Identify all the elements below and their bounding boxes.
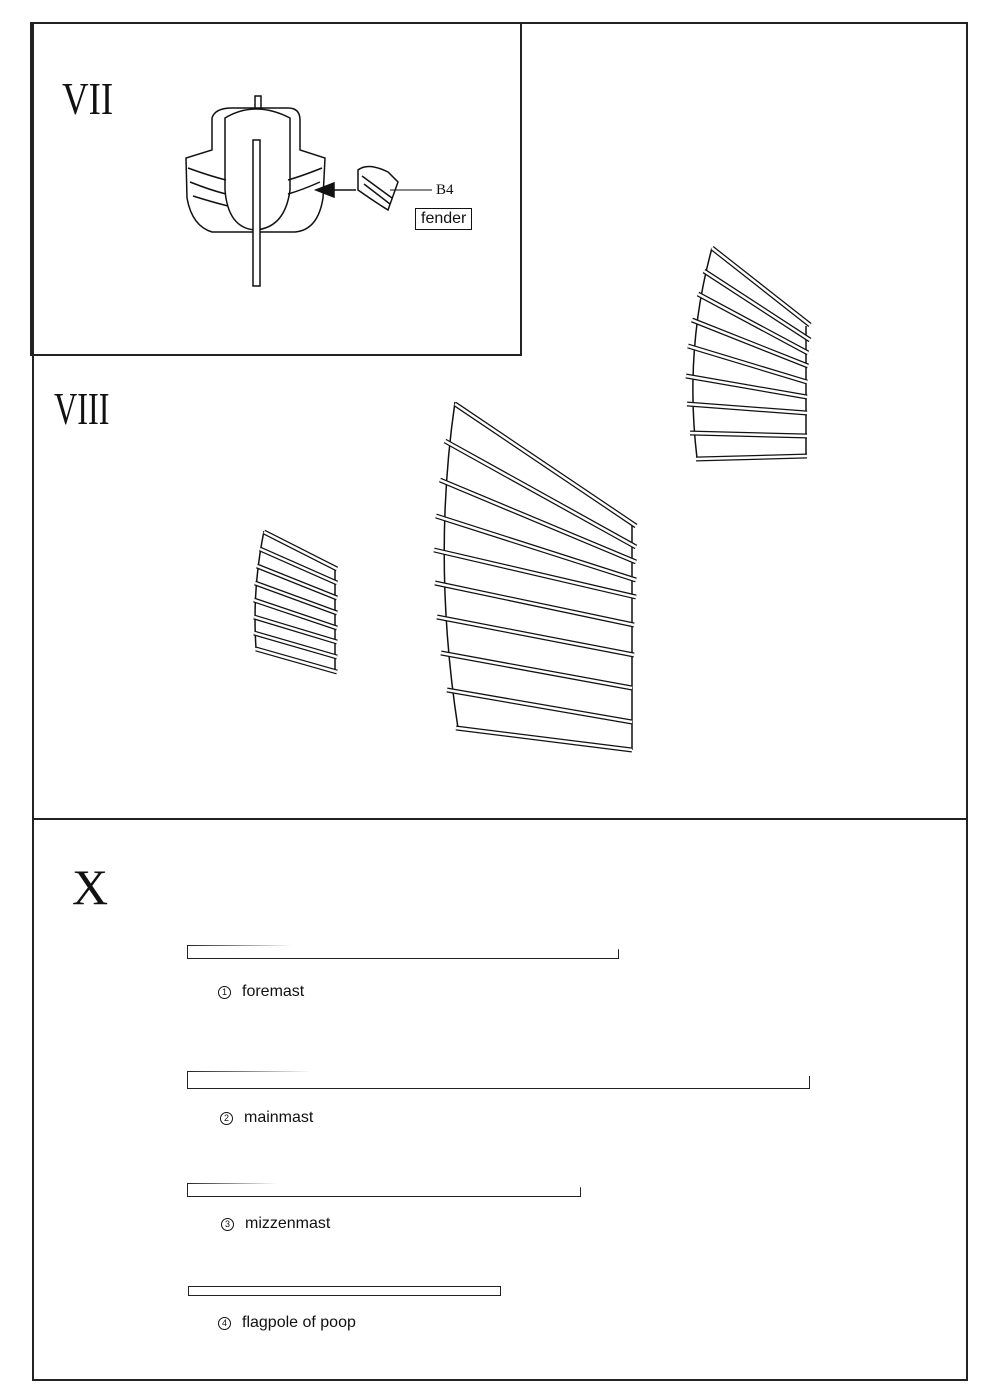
mast-number-badge: 4 bbox=[218, 1317, 231, 1330]
foremast-label bbox=[218, 983, 304, 1001]
step-10-numeral: X bbox=[72, 859, 109, 915]
mast-name: flagpole of poop bbox=[242, 1314, 356, 1331]
part-name-label: fender bbox=[415, 208, 472, 230]
main-sail-drawing bbox=[434, 402, 636, 750]
mast-name: foremast bbox=[242, 983, 305, 1000]
flagpole-label bbox=[218, 1314, 356, 1332]
step-8-numeral: VIII bbox=[54, 383, 110, 434]
fore-sail-drawing bbox=[254, 531, 337, 672]
flagpole-rod bbox=[188, 1286, 501, 1296]
mast-name: mizzenmast bbox=[245, 1215, 331, 1232]
part-code-label: B4 bbox=[436, 182, 454, 198]
step-7-numeral: VII bbox=[62, 73, 114, 124]
mast-name: mainmast bbox=[244, 1109, 314, 1126]
mast-number-badge: 1 bbox=[218, 986, 231, 999]
mast-number-badge: 3 bbox=[221, 1218, 234, 1231]
mainmast-label bbox=[220, 1109, 313, 1127]
mizzenmast-label bbox=[221, 1215, 330, 1233]
mizzen-sail-drawing bbox=[686, 248, 810, 459]
mast-number-badge: 2 bbox=[220, 1112, 233, 1125]
